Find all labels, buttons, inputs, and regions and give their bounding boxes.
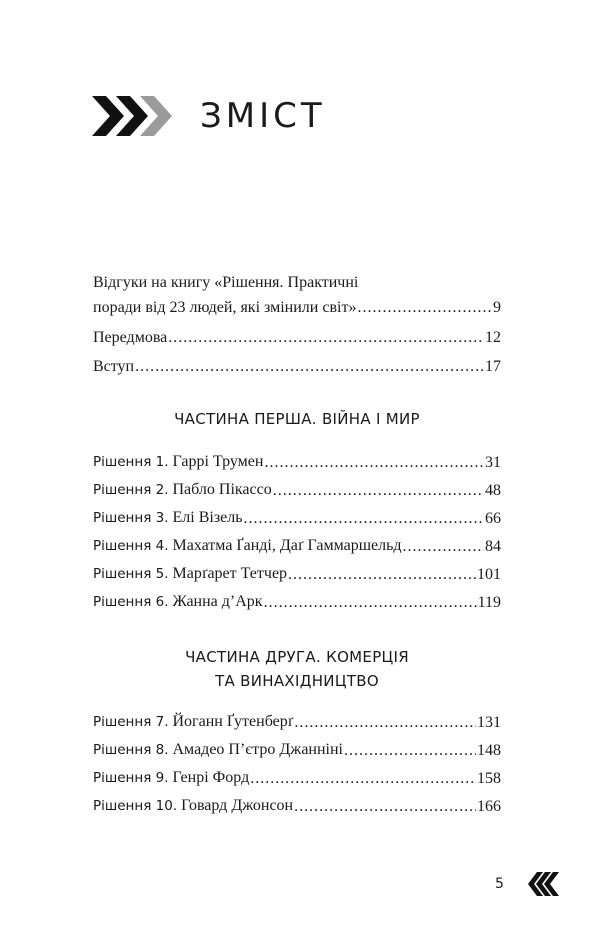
toc-entry[interactable]	[93, 270, 501, 320]
toc-entry[interactable]	[93, 324, 501, 351]
toc-entry-label: Гаррі Трумен	[172, 453, 264, 470]
toc-entry-prefix: Рішення 5.	[93, 566, 169, 582]
toc-page-number: 31	[485, 454, 501, 471]
leader-dots	[403, 533, 484, 560]
toc-entry-label: Йоганн Ґутенберґ	[172, 713, 294, 730]
toc-entry-label: Вступ	[93, 358, 135, 375]
leader-dots	[168, 324, 484, 351]
toc-entry-label: Говард Джонсон	[181, 797, 294, 814]
section-heading-line2: ТА ВИНАХІДНИЦТВО	[215, 672, 379, 690]
chevron-left-icon	[523, 872, 561, 896]
toc-entry-prefix: Рішення 10.	[93, 798, 178, 814]
toc-entry[interactable]	[93, 588, 501, 616]
toc-entry[interactable]	[93, 764, 501, 792]
leader-dots	[135, 353, 484, 380]
toc-entry-line2: поради від 23 людей, які змінили світ»	[93, 299, 357, 316]
leader-dots	[264, 589, 477, 616]
toc-page-number: 12	[485, 329, 501, 346]
toc-entry-line1: Відгуки на книгу «Рішення. Практичні	[93, 274, 359, 291]
toc-entry-label: Амадео П’єтро Джанніні	[172, 741, 343, 758]
toc-entry-prefix: Рішення 8.	[93, 742, 169, 758]
leader-dots	[294, 793, 476, 820]
toc-entry[interactable]	[93, 448, 501, 476]
toc-entry[interactable]	[93, 504, 501, 532]
toc-entry-label: Марґарет Тетчер	[172, 565, 288, 582]
toc-part2	[93, 708, 501, 820]
toc-entry[interactable]	[93, 792, 501, 820]
leader-dots	[264, 449, 484, 476]
toc-page-number: 66	[485, 510, 501, 527]
toc-entry[interactable]	[93, 532, 501, 560]
toc-page-number: 9	[493, 299, 501, 316]
leader-dots	[344, 737, 476, 764]
toc-part1	[93, 448, 501, 616]
toc-entry[interactable]	[93, 476, 501, 504]
toc-page-number: 158	[477, 770, 501, 787]
toc-entry[interactable]	[93, 353, 501, 380]
toc-page-number: 101	[477, 566, 501, 583]
toc-page-number: 119	[477, 594, 501, 611]
toc-entry[interactable]	[93, 708, 501, 736]
section-heading	[93, 645, 501, 693]
toc-entry-prefix: Рішення 4.	[93, 538, 169, 554]
toc-entry[interactable]	[93, 560, 501, 588]
toc-entry-prefix: Рішення 9.	[93, 770, 169, 786]
section-heading-line1: ЧАСТИНА ДРУГА. КОМЕРЦІЯ	[185, 648, 409, 666]
leader-dots	[273, 477, 484, 504]
toc-entry-label: Елі Візель	[172, 509, 243, 526]
toc-entry-label: Генрі Форд	[172, 769, 250, 786]
toc-entry-label: Жанна д’Арк	[172, 593, 263, 610]
toc-page-number: 84	[485, 538, 501, 555]
leader-dots	[288, 561, 476, 588]
leader-dots	[250, 765, 476, 792]
section-heading: ЧАСТИНА ПЕРША. ВІЙНА І МИР	[174, 410, 420, 428]
toc-entry[interactable]	[93, 736, 501, 764]
page-number: 5	[495, 876, 504, 892]
leader-dots	[294, 709, 476, 736]
toc-entry-label: Передмова	[93, 329, 168, 346]
toc-page-number: 17	[485, 358, 501, 375]
leader-dots	[244, 505, 484, 532]
toc-entry-prefix: Рішення 7.	[93, 714, 169, 730]
toc-page-number: 148	[477, 742, 501, 759]
toc-entry-label: Махатма Ґанді, Даґ Гаммаршельд	[172, 537, 402, 554]
toc-page-number: 48	[485, 482, 501, 499]
chapter-header	[90, 86, 326, 146]
toc-page-number: 166	[477, 798, 501, 815]
toc-page-number: 131	[477, 714, 501, 731]
chevron-right-icon	[90, 86, 186, 146]
page-title: ЗМІСТ	[200, 96, 326, 136]
leader-dots	[357, 295, 492, 320]
toc-entry-label: Пабло Пікассо	[172, 481, 272, 498]
toc-entry-prefix: Рішення 1.	[93, 454, 169, 470]
toc-intro	[93, 270, 501, 380]
toc-entry-prefix: Рішення 3.	[93, 510, 169, 526]
toc-entry-prefix: Рішення 6.	[93, 594, 169, 610]
toc-entry-prefix: Рішення 2.	[93, 482, 169, 498]
